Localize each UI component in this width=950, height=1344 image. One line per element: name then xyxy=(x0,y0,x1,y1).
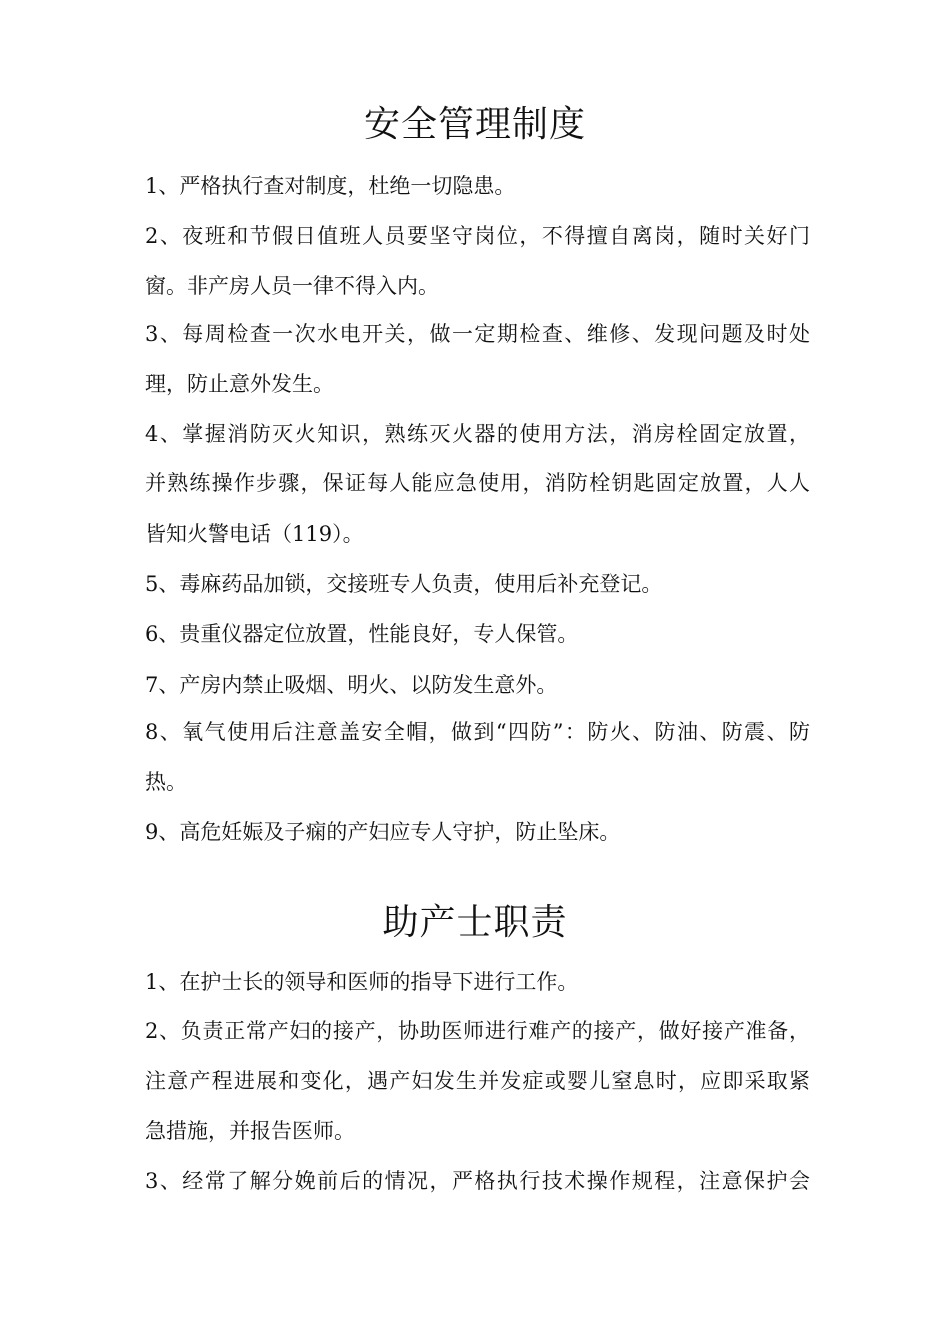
duty-line: 急措施，并报告医师。 xyxy=(145,1119,355,1143)
rule-line: 5、毒麻药品加锁，交接班专人负责，使用后补充登记。 xyxy=(145,572,663,596)
section-title-safety: 安全管理制度 xyxy=(363,104,586,145)
duty-line: 2、负责正常产妇的接产，协助医师进行难产的接产，做好接产准备， xyxy=(145,1019,810,1043)
rule-line: 4、掌握消防灭火知识，熟练灭火器的使用方法，消房栓固定放置， xyxy=(145,422,810,446)
rule-line: 9、高危妊娠及子痫的产妇应专人守护，防止坠床。 xyxy=(145,820,621,844)
rule-line: 并熟练操作步骤，保证每人能应急使用，消防栓钥匙固定放置，人人 xyxy=(145,471,810,495)
section-title-midwife: 助产士职责 xyxy=(382,902,568,943)
rule-line: 6、贵重仪器定位放置，性能良好，专人保管。 xyxy=(145,622,579,646)
duty-line: 1、在护士长的领导和医师的指导下进行工作。 xyxy=(145,970,579,994)
rule-line: 1、严格执行查对制度，杜绝一切隐患。 xyxy=(145,174,516,198)
rule-line: 理，防止意外发生。 xyxy=(145,372,334,396)
rule-line: 2、夜班和节假日值班人员要坚守岗位，不得擅自离岗，随时关好门 xyxy=(145,224,810,248)
duty-line: 注意产程进展和变化，遇产妇发生并发症或婴儿窒息时，应即采取紧 xyxy=(145,1069,810,1093)
duty-line: 3、经常了解分娩前后的情况，严格执行技术操作规程，注意保护会 xyxy=(145,1169,810,1193)
rule-line: 8、氧气使用后注意盖安全帽，做到“四防”：防火、防油、防震、防 xyxy=(145,720,810,744)
rule-line: 窗。非产房人员一律不得入内。 xyxy=(145,274,439,298)
rule-line: 7、产房内禁止吸烟、明火、以防发生意外。 xyxy=(145,673,558,697)
rule-line: 3、每周检查一次水电开关，做一定期检查、维修、发现问题及时处 xyxy=(145,322,810,346)
rule-line: 皆知火警电话（119）。 xyxy=(145,522,364,546)
rule-line: 热。 xyxy=(145,770,187,794)
